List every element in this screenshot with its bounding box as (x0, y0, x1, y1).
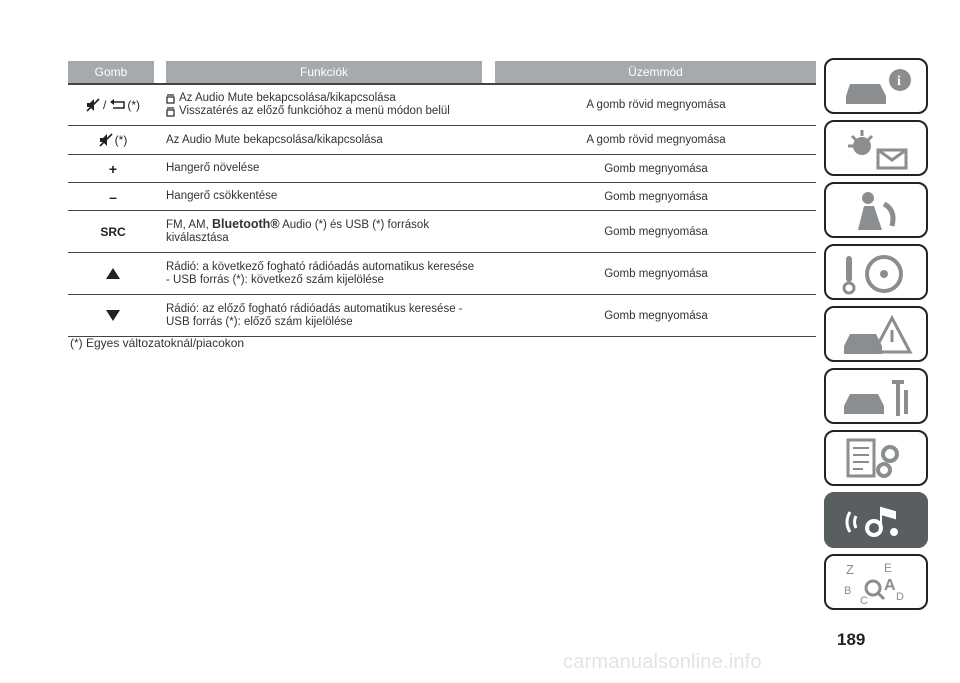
mode-cell: Gomb megnyomása (604, 225, 708, 238)
function-cell (166, 211, 486, 252)
function-cell (166, 155, 486, 182)
function-line: Rádió: a következő fogható rádióadás automatikus keresése (166, 260, 475, 273)
mode-cell: Gomb megnyomása (604, 309, 708, 322)
table-row (68, 126, 816, 155)
function-text: Az Audio Mute bekapcsolása/kikapcsolása (166, 133, 383, 146)
watermark: carmanualsonline.info (563, 651, 762, 673)
svg-text:Z: Z (846, 562, 854, 577)
arrow-down-icon (106, 310, 120, 321)
multimedia-note-icon (840, 498, 916, 544)
button-cell (68, 295, 158, 336)
arrow-up-icon (106, 268, 120, 279)
function-line: kiválasztása (166, 232, 229, 244)
footnote: (*) Egyes változatoknál/piacokon (70, 336, 245, 350)
button-suffix: (*) (114, 133, 128, 147)
alphabet-index-icon (840, 560, 916, 610)
header-mode: Üzemmód (495, 61, 816, 83)
page-number: 189 (837, 630, 866, 649)
function-text: Hangerő növelése (166, 162, 260, 174)
svg-text:i: i (897, 74, 901, 89)
volume-down-symbol: – (109, 188, 117, 205)
function-text: Audio (*) és USB (*) források (279, 219, 430, 231)
function-cell (166, 126, 486, 154)
bluetooth-label: Bluetooth® (212, 217, 280, 231)
table-row (68, 155, 816, 183)
button-suffix: (*) (127, 98, 140, 112)
function-line (166, 92, 486, 105)
tab-lights-messages[interactable] (824, 120, 928, 176)
steering-key-icon (840, 250, 916, 296)
tab-emergency[interactable] (824, 306, 928, 362)
src-label: SRC (100, 224, 126, 239)
back-icon (109, 99, 127, 111)
car-wrench-icon (840, 374, 916, 420)
mode-cell: Gomb megnyomása (604, 267, 708, 280)
volume-up-symbol: + (108, 160, 118, 177)
function-line: Rádió: az előző fogható rádióadás automatikus keresése - (166, 302, 463, 315)
table-header (68, 61, 816, 83)
function-cell (166, 295, 486, 336)
warning-light-envelope-icon (840, 126, 916, 172)
separator: / (102, 98, 107, 112)
function-table (68, 61, 816, 337)
car-info-icon (840, 64, 916, 110)
table-row (68, 295, 816, 337)
tab-index[interactable] (824, 554, 928, 610)
svg-text:C: C (860, 595, 868, 607)
function-cell (166, 85, 486, 125)
button-cell (68, 126, 158, 154)
mode-cell: Gomb megnyomása (604, 162, 708, 175)
tab-multimedia[interactable] (824, 492, 928, 548)
seatbelt-airbag-icon (840, 188, 916, 234)
svg-text:E: E (884, 561, 893, 575)
car-warning-icon (840, 312, 916, 358)
table-row (68, 83, 816, 126)
function-text: Az Audio Mute bekapcsolása/kikapcsolása (179, 92, 396, 104)
tab-car-info[interactable] (824, 58, 928, 114)
mode-cell: A gomb rövid megnyomása (586, 134, 726, 146)
svg-text:D: D (896, 591, 904, 603)
table-row (68, 183, 816, 211)
function-line (166, 218, 486, 232)
table-row (68, 211, 816, 253)
function-text: Visszatérés az előző funkcióhoz a menü módon belül (179, 105, 450, 117)
function-line: - USB forrás (*): következő szám kijelölése (166, 273, 384, 286)
button-cell (68, 253, 158, 294)
mute-icon (99, 133, 113, 147)
long-press-icon (166, 94, 175, 104)
function-text: Hangerő csökkentése (166, 190, 278, 202)
mute-icon (86, 98, 100, 112)
button-cell (68, 85, 158, 125)
header-button: Gomb (68, 61, 154, 83)
svg-text:A: A (884, 577, 896, 594)
tab-maintenance[interactable] (824, 368, 928, 424)
function-cell (166, 253, 486, 294)
svg-text:B: B (844, 585, 852, 597)
table-row (68, 253, 816, 295)
function-line (166, 105, 486, 118)
header-function: Funkciók (166, 61, 482, 83)
mode-cell: Gomb megnyomása (604, 190, 708, 203)
function-cell (166, 183, 486, 210)
document-gears-icon (840, 436, 916, 482)
tab-starting-driving[interactable] (824, 244, 928, 300)
function-line: USB forrás (*): előző szám kijelölése (166, 315, 353, 328)
tab-technical-data[interactable] (824, 430, 928, 486)
short-press-icon (166, 107, 175, 117)
tab-safety[interactable] (824, 182, 928, 238)
mode-cell: A gomb rövid megnyomása (586, 99, 726, 111)
function-text: FM, AM, (166, 219, 212, 231)
